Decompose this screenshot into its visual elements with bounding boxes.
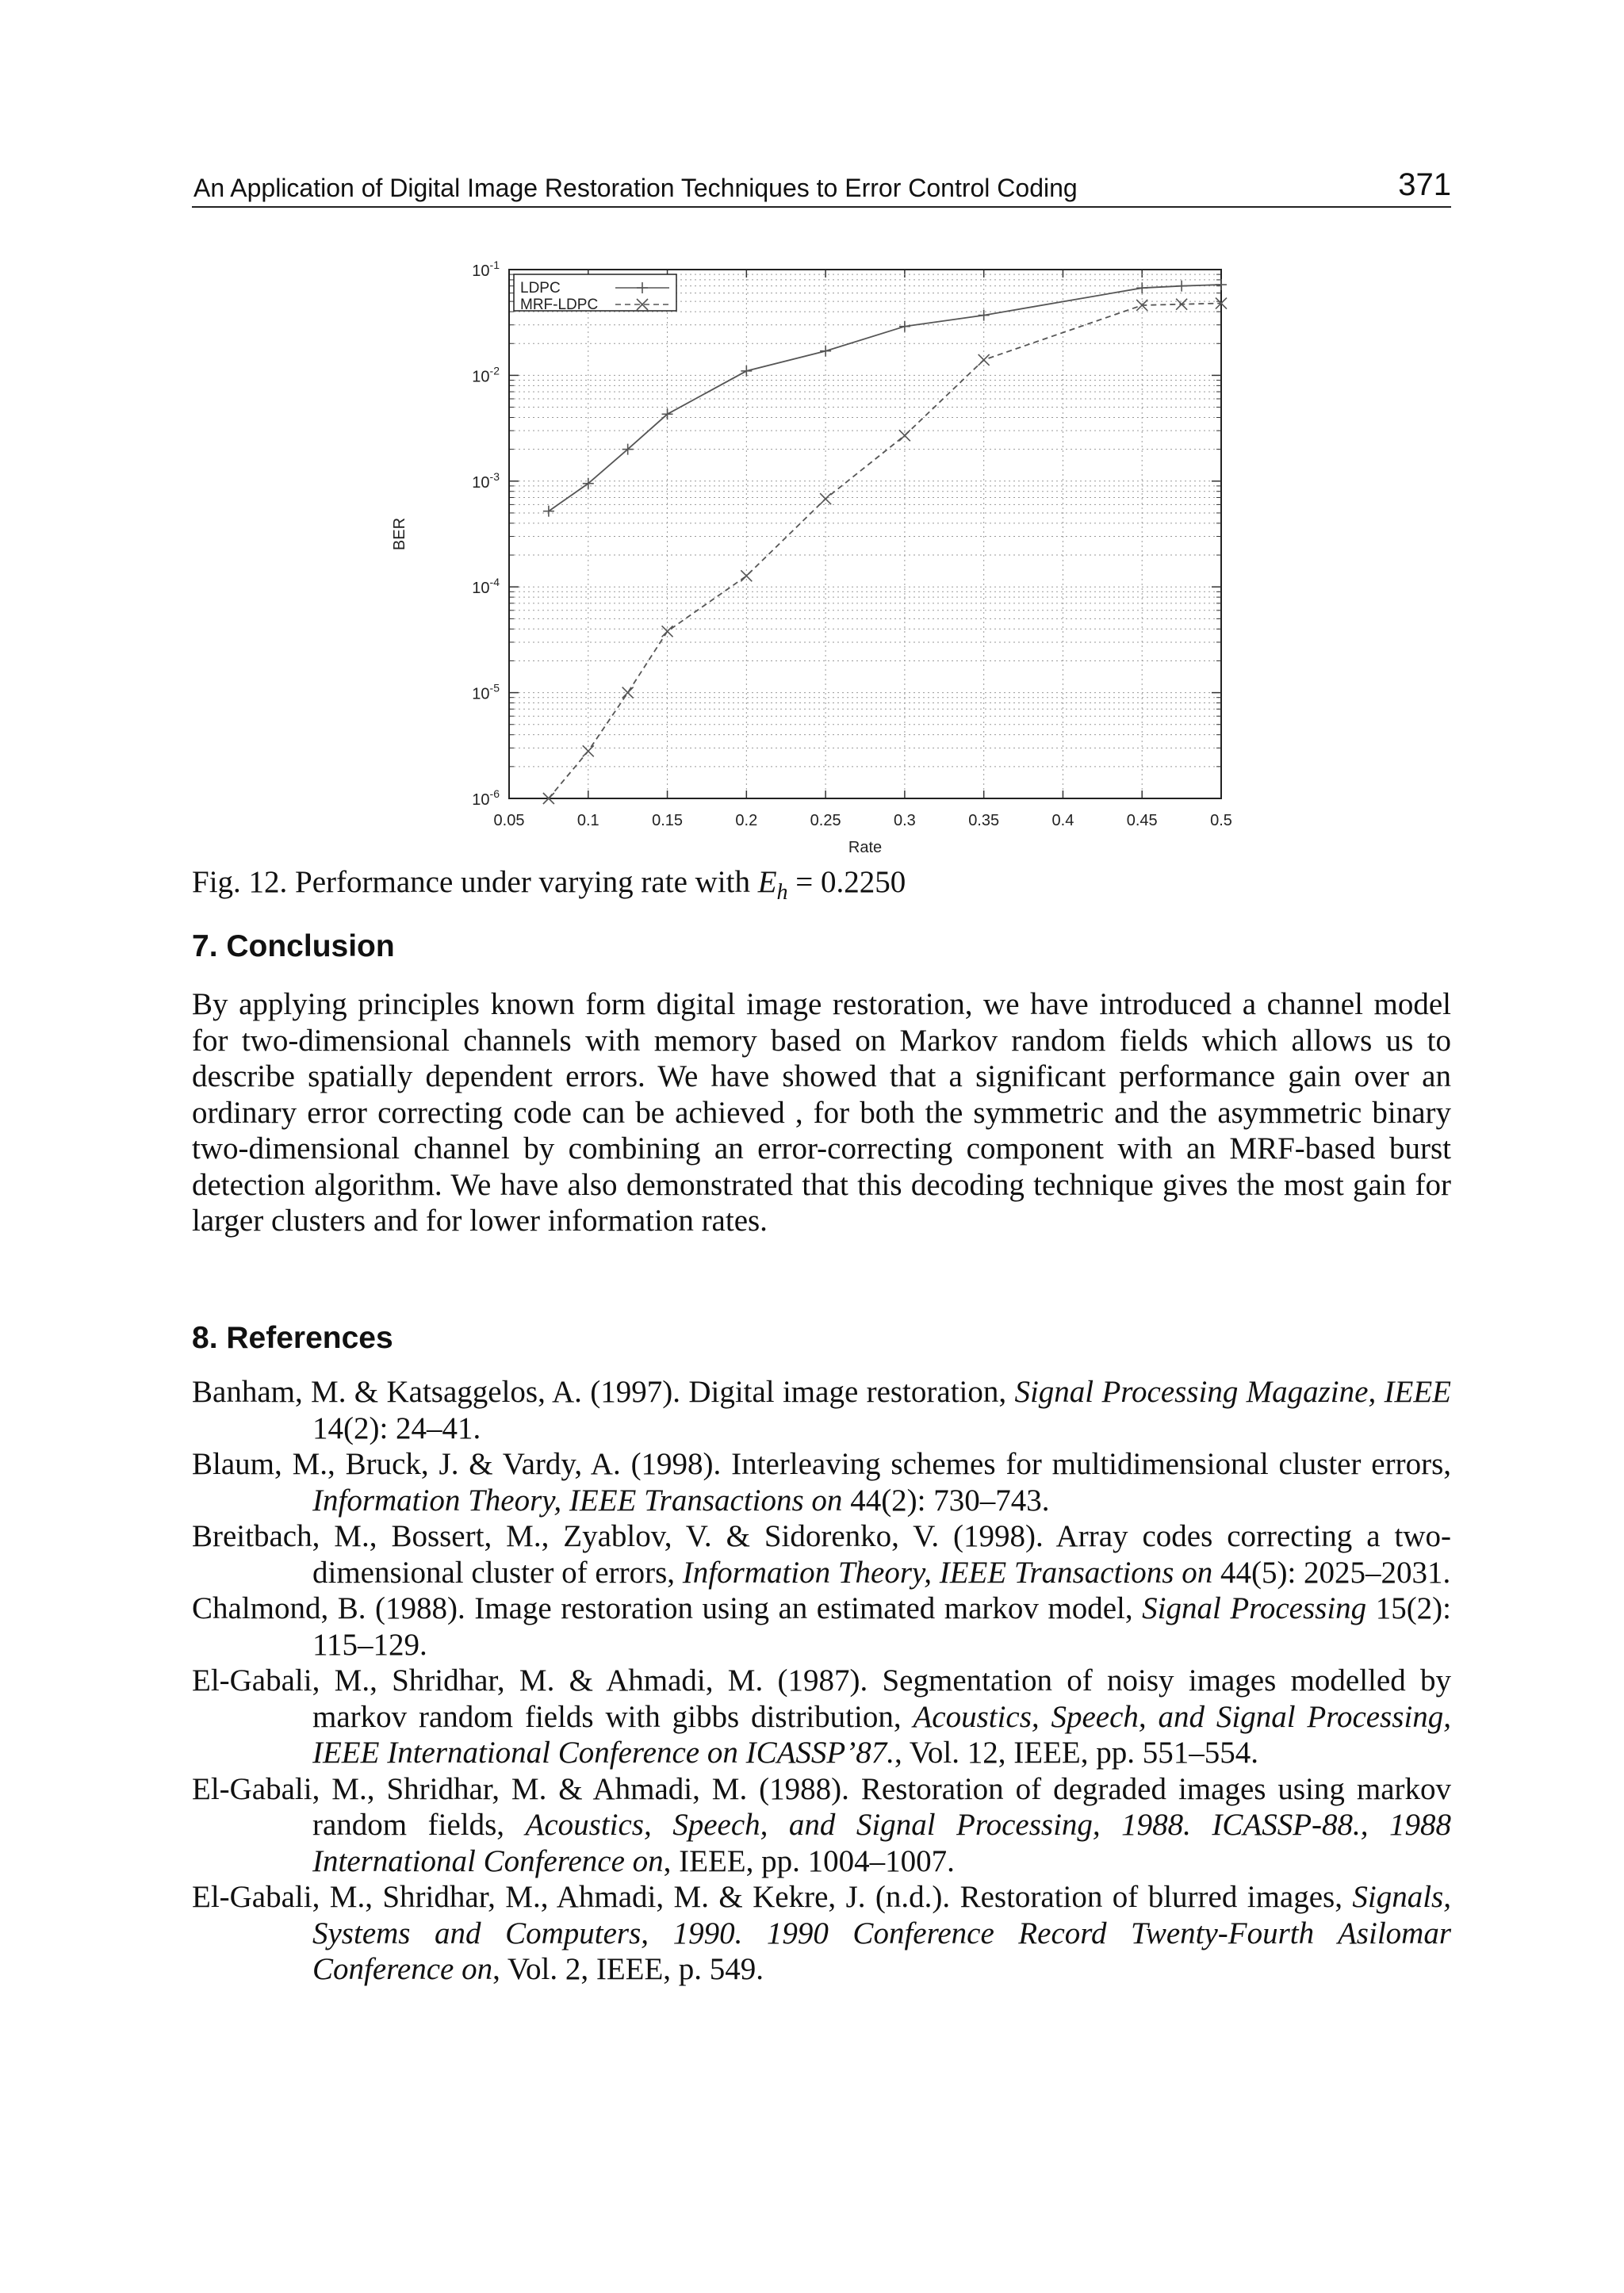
reference-entry xyxy=(192,1591,1451,1663)
y-tick-exponent: -3 xyxy=(489,469,500,483)
y-tick-label xyxy=(472,787,500,809)
x-tick-label: 0.1 xyxy=(576,812,599,829)
reference-volume-pages: , IEEE, pp. 1004–1007. xyxy=(663,1843,955,1878)
caption-text: Fig. 12. Performance under varying rate with xyxy=(192,865,758,899)
reference-volume-pages: 14(2): 24–41. xyxy=(312,1411,481,1445)
reference-volume-pages: 44(2): 730–743. xyxy=(842,1483,1050,1518)
x-tick-label: 0.4 xyxy=(1051,812,1074,829)
y-tick-base: 10 xyxy=(472,791,490,809)
running-title: An Application of Digital Image Restoration Techniques to Error Control Coding xyxy=(193,174,1078,202)
reference-entry xyxy=(192,1663,1451,1771)
reference-venue: Signals, Systems and Computers, 1990. 1990 Conference Record Twenty-Fourth Asilomar Conference on xyxy=(312,1880,1451,1986)
section-heading-conclusion: 7. Conclusion xyxy=(192,929,395,963)
y-tick-base: 10 xyxy=(472,473,490,492)
reference-authors-title: El-Gabali, M., Shridhar, M., Ahmadi, M. & Kekre, J. (n.d.). Restoration of blurred images, xyxy=(192,1880,1353,1914)
legend-label-ldpc: LDPC xyxy=(520,280,561,297)
y-tick-label xyxy=(472,682,500,703)
x-tick-label: 0.35 xyxy=(968,812,1000,829)
caption-math-variable: E xyxy=(757,865,777,899)
x-tick-label: 0.45 xyxy=(1126,812,1158,829)
reference-volume-pages: 44(5): 2025–2031. xyxy=(1212,1555,1451,1590)
reference-authors-title: Chalmond, B. (1988). Image restoration using an estimated markov model, xyxy=(192,1591,1143,1625)
page-number: 371 xyxy=(1398,167,1451,202)
y-tick-exponent: -5 xyxy=(489,681,500,695)
reference-authors-title: El-Gabali, M., Shridhar, M. & Ahmadi, M. (1988). Restoration of degraded images using markov random fields, xyxy=(192,1771,1451,1842)
section-heading-references: 8. References xyxy=(192,1321,393,1355)
reference-venue: Acoustics, Speech, and Signal Processing, 1988. ICASSP-88., 1988 International Conference on xyxy=(312,1808,1451,1878)
reference-venue: Acoustics, Speech, and Signal Processing, IEEE International Conference on ICASSP’87. xyxy=(312,1699,1452,1770)
y-tick-base: 10 xyxy=(472,580,490,598)
y-tick-exponent: -6 xyxy=(489,787,500,800)
y-tick-exponent: -1 xyxy=(489,258,500,271)
reference-entry xyxy=(192,1446,1451,1518)
conclusion-paragraph: By applying principles known form digital image restoration, we have introduced a channel model for two-dimensional channels with memory based on Markov random fields which allows us to describe spatially dependent errors. We have showed that a significant performance gain over an ordinary error correcting code can be achieved , for both the symmetric and the asymmetric binary two-dimensional channel by combining an error-correcting component with an MRF-based burst detection algorithm. We have also demonstrated that this decoding technique gives the most gain for larger clusters and for lower information rates. xyxy=(192,987,1451,1238)
reference-entry xyxy=(192,1771,1451,1880)
y-tick-label xyxy=(472,576,500,597)
x-tick-label: 0.3 xyxy=(893,812,916,829)
reference-volume-pages: 15(2): 115–129. xyxy=(312,1591,1452,1662)
y-axis-label: BER xyxy=(391,517,408,551)
reference-authors-title: Banham, M. & Katsaggelos, A. (1997). Digital image restoration, xyxy=(192,1375,1015,1409)
mrf-ldpc-series-line xyxy=(549,304,1221,799)
reference-entry xyxy=(192,1518,1451,1591)
figure-ber-vs-rate xyxy=(373,246,1277,856)
y-tick-label xyxy=(472,364,500,385)
reference-venue: Information Theory, IEEE Transactions on xyxy=(682,1555,1213,1590)
x-tick-label: 0.2 xyxy=(735,812,758,829)
y-tick-base: 10 xyxy=(472,685,490,703)
y-tick-exponent: -2 xyxy=(489,364,500,377)
reference-volume-pages: , Vol. 12, IEEE, pp. 551–554. xyxy=(894,1736,1258,1770)
caption-math-subscript: h xyxy=(776,879,788,905)
x-tick-label: 0.15 xyxy=(652,812,684,829)
y-tick-exponent: -4 xyxy=(489,576,500,589)
y-tick-base: 10 xyxy=(472,262,490,280)
reference-venue: Signal Processing Magazine, IEEE xyxy=(1014,1375,1451,1409)
legend-label-mrf-ldpc: MRF-LDPC xyxy=(520,297,599,313)
reference-authors-title: Breitbach, M., Bossert, M., Zyablov, V. & Sidorenko, V. (1998). Array codes correcting a two-dimensional cluster of errors, xyxy=(192,1519,1451,1590)
y-tick-base: 10 xyxy=(472,368,490,386)
y-tick-label xyxy=(472,258,500,280)
reference-entry xyxy=(192,1374,1451,1446)
x-tick-label: 0.5 xyxy=(1210,812,1232,829)
ldpc-series-line xyxy=(549,285,1221,511)
running-header xyxy=(192,165,1451,208)
caption-math-value: = 0.2250 xyxy=(787,865,906,899)
plot-frame xyxy=(509,270,1221,798)
reference-authors-title: Blaum, M., Bruck, J. & Vardy, A. (1998). Interleaving schemes for multidimensional cluster errors, xyxy=(192,1447,1451,1481)
y-tick-label xyxy=(472,470,500,492)
reference-venue: Information Theory, IEEE Transactions on xyxy=(312,1483,843,1518)
x-axis-label: Rate xyxy=(848,839,883,856)
x-tick-label: 0.05 xyxy=(493,812,525,829)
reference-list xyxy=(192,1374,1451,1988)
ber-rate-chart xyxy=(373,246,1277,856)
reference-authors-title: El-Gabali, M., Shridhar, M. & Ahmadi, M. (1987). Segmentation of noisy images modelled by markov random fields with gibbs distribution, xyxy=(192,1663,1451,1734)
reference-entry xyxy=(192,1879,1451,1988)
x-tick-label: 0.25 xyxy=(810,812,841,829)
reference-volume-pages: , Vol. 2, IEEE, p. 549. xyxy=(492,1952,764,1986)
reference-venue: Signal Processing xyxy=(1142,1591,1367,1625)
figure-caption xyxy=(192,864,906,905)
